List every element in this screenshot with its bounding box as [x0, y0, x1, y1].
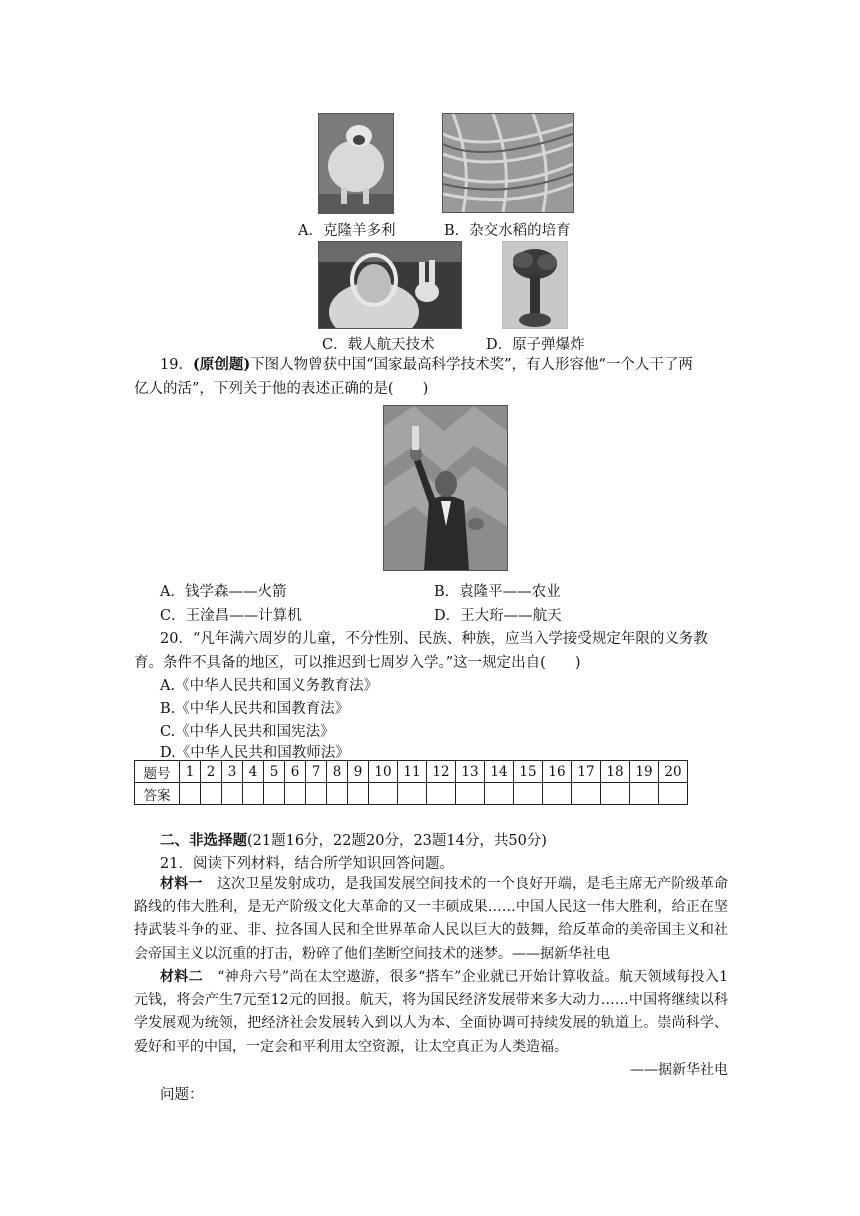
answer-table-answer-label: 答案: [135, 783, 180, 805]
material-one-text: 这次卫星发射成功，是我国发展空间技术的一个良好开端，是毛主席无产阶级革命路线的伟大胜利，是无产阶级文化大革命的又一丰硕成果……中国人民这一伟大胜利，给正在坚持武装斗争的亚、非、拉各国人民和全世界革命人民以巨大的鼓舞，给反革命的美帝国主义和社会帝国主义以沉重的打击，粉碎了他们垄断空间技术的迷梦。——据新华社电: [134, 876, 729, 962]
answer-cell[interactable]: [285, 783, 306, 805]
q21-prompt: 21．阅读下列材料，结合所学知识回答问题。: [160, 856, 454, 872]
answer-table-number: 13: [456, 761, 485, 783]
answer-table-number: 11: [398, 761, 427, 783]
rice-photo: [442, 113, 574, 213]
q19-text1: 下图人物曾获中国“国家最高科学技术奖”，有人形容他“一个人干了两: [250, 357, 693, 373]
q20-option-c: C.《中华人民共和国宪法》: [160, 724, 335, 740]
mushroom-cloud-photo: [502, 241, 568, 329]
answer-table-number: 19: [630, 761, 659, 783]
answer-table-number: 4: [243, 761, 264, 783]
answer-cell[interactable]: [201, 783, 222, 805]
q20-option-a: A.《中华人民共和国义务教育法》: [160, 678, 379, 694]
image-caption-a: A．克隆羊多利: [298, 223, 396, 239]
q20-option-d: D.《中华人民共和国教师法》: [160, 745, 350, 761]
answer-table-number: 18: [601, 761, 630, 783]
answer-table-number: 8: [327, 761, 348, 783]
astronaut-photo: [318, 241, 462, 329]
material-two: [134, 966, 728, 1082]
section2-title-bold: 二、非选择题: [160, 832, 247, 849]
scientist-photo: [383, 405, 508, 571]
material-two-text: “神舟六号”尚在太空遨游，很多“搭车”企业就已开始计算收益。航天领域每投入1元钱，将会产生7元至12元的回报。航天，将为国民经济发展带来多大动力……中国将继续以科学发展观为统领，把经济社会发展转入到以人为本、全面协调可持续发展的轨道上。崇尚科学、爱好和平的中国，一定会和平利用太空资源，让太空真正为人类造福。: [134, 969, 728, 1055]
answer-table-number: 3: [222, 761, 243, 783]
image-caption-b: B．杂交水稻的培育: [444, 223, 571, 239]
answer-table-number: 5: [264, 761, 285, 783]
answer-table-number: 2: [201, 761, 222, 783]
q19-option-d: D．王大珩——航天: [434, 608, 562, 624]
answer-cell[interactable]: [630, 783, 659, 805]
answer-cell[interactable]: [572, 783, 601, 805]
q19-tag: (原创题): [192, 356, 251, 373]
answer-table-number: 1: [180, 761, 201, 783]
material-one: [134, 873, 728, 966]
image-caption-d: D．原子弹爆炸: [486, 337, 585, 353]
q19-option-b: B．袁隆平——农业: [434, 584, 561, 600]
section2-title: [160, 829, 547, 850]
answer-cell[interactable]: [264, 783, 285, 805]
sheep-photo: [318, 113, 394, 214]
q19-line1: [160, 353, 693, 374]
answer-table-number: 12: [427, 761, 456, 783]
answer-table-number-label: 题号: [135, 761, 180, 783]
q19-line2: 亿人的活”，下列关于他的表述正确的是( ): [134, 381, 429, 397]
answer-table-number: 14: [485, 761, 514, 783]
material-one-label: 材料一: [160, 876, 203, 892]
answer-cell[interactable]: [180, 783, 201, 805]
q19-option-a: A．钱学森——火箭: [160, 584, 287, 600]
answer-cell[interactable]: [456, 783, 485, 805]
answer-cell[interactable]: [306, 783, 327, 805]
answer-cell[interactable]: [485, 783, 514, 805]
answer-table-number: 17: [572, 761, 601, 783]
answer-table-number: 7: [306, 761, 327, 783]
answer-cell[interactable]: [348, 783, 369, 805]
answer-cell[interactable]: [369, 783, 398, 805]
answer-table-number: 16: [543, 761, 572, 783]
answer-table-number: 10: [369, 761, 398, 783]
answer-table-number: 20: [659, 761, 688, 783]
q19-option-c: C．王淦昌——计算机: [160, 608, 302, 624]
material-two-source: ——据新华社电: [630, 1061, 728, 1078]
question-label: 问题：: [160, 1087, 204, 1103]
answer-table-answer-row: [135, 783, 688, 805]
answer-table-number: 6: [285, 761, 306, 783]
answer-table-number: 15: [514, 761, 543, 783]
answer-cell[interactable]: [514, 783, 543, 805]
answer-cell[interactable]: [427, 783, 456, 805]
answer-cell[interactable]: [398, 783, 427, 805]
answer-table-number: 9: [348, 761, 369, 783]
answer-cell[interactable]: [327, 783, 348, 805]
q20-option-b: B.《中华人民共和国教育法》: [160, 701, 350, 717]
section2-title-rest: (21题16分，22题20分，23题14分，共50分): [247, 833, 547, 849]
answer-table-number-row: [135, 761, 688, 783]
answer-cell[interactable]: [601, 783, 630, 805]
answer-cell[interactable]: [222, 783, 243, 805]
q20-line1: 20．“凡年满六周岁的儿童，不分性别、民族、种族，应当入学接受规定年限的义务教: [160, 631, 708, 647]
q20-line2: 育。条件不具备的地区，可以推迟到七周岁入学。”这一规定出自( ): [134, 655, 581, 671]
answer-cell[interactable]: [659, 783, 688, 805]
image-caption-c: C．载人航天技术: [322, 337, 435, 353]
answer-cell[interactable]: [543, 783, 572, 805]
material-two-label: 材料二: [160, 969, 203, 985]
answer-cell[interactable]: [243, 783, 264, 805]
answer-table: [134, 760, 688, 805]
q19-number: 19．: [160, 357, 193, 373]
